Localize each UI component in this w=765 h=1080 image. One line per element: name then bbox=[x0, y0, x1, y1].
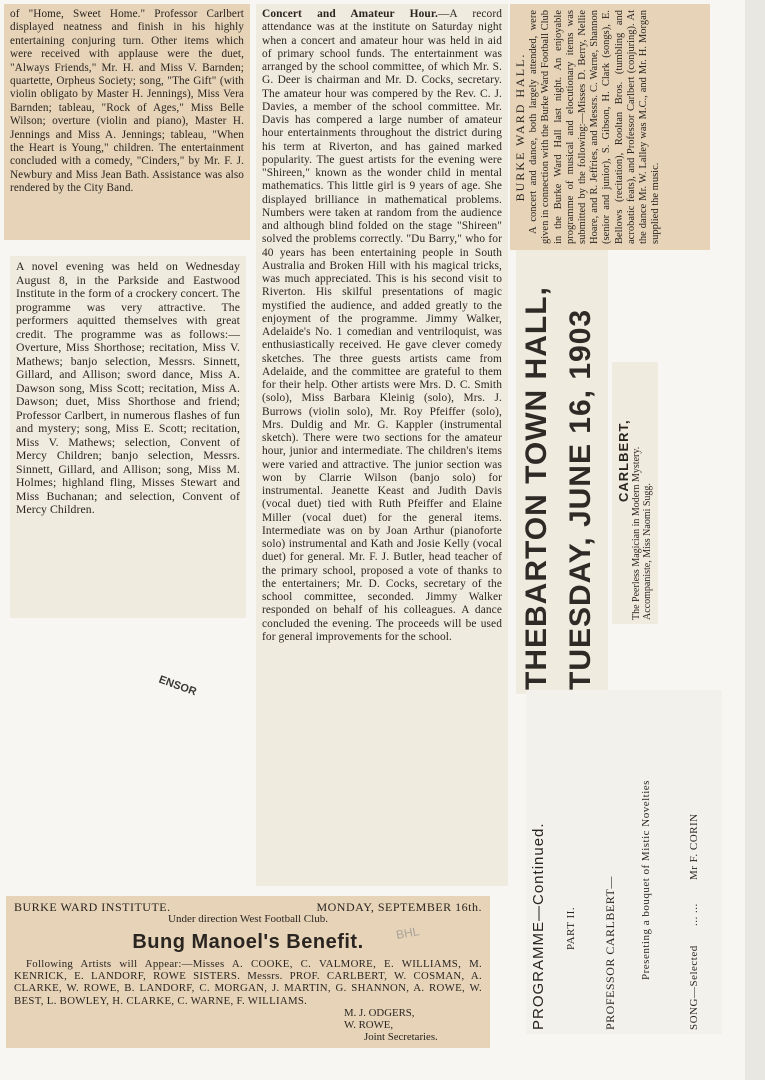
clipping-programme-continued bbox=[526, 690, 722, 1034]
clipping-thebarton-town-hall bbox=[516, 250, 608, 694]
clipping-text: —A record attendance was at the institute on Saturday night when a concert and amateur hour was held in aid of primary school funds. The entertainment was arranged by the school committee, of which Mr. S. G. Deer is chairman and Mr. D. Cocks, secretary. The amateur hour was compered by the Rev. C. J. Davies, a member of the school committee. Mr. Davis has compered a large number of amateur hour entertainments throughout the district during his term at Riverton, and has gained marked popularity. The guest artists for the evening were "Shireen," known as the wonder child in mental mathematics. This little girl is 9 years of age. She displayed brilliance in mathematical problems. Numbers were taken at random from the audience and although blind folded on the stage "Shireen" solved the problems correctly. "Du Barry," who for 40 years has been entertaining people in South Australia and Broken Hill with his magical tricks, was much appreciated. This is his second visit to Riverton. His skilful presentations of magic mystified the audience, and added greatly to the enjoyment of the programme. Jimmy Walker, Adelaide's No. 1 comedian and ventriloquist, was enthusiastically received. He gave clever comedy sketches. The three guests artists came from Adelaide, and the committee are grateful to them for their help. Other artists were Mrs. D. C. Smith (solo), Miss Barbara Kleinig (solo), Mrs. J. Burrows (violin solo), Mr. Roy Pfeiffer (solo), Mrs. Duldig and Mr. G. Kappler (instrumental sketch). There were two sections for the amateur hour, junior and intermediate. The children's items were varied and attractive. The junior section was won by Clarrie Wilson (banjo solo) for instrumental. Jeanette Keast and Judith Davis (vocal duet) tied with Ruth Pfeiffer and Elaine Miller (vocal duet) for the general items. Intermediate was on by Joan Arthur (pianoforte solo) instrumental and Kath and Josie Kelly (vocal duet) for general. Mr. F. J. Butler, head teacher of the primary school, proposed a vote of thanks to the entertainers; Mr. D. Cocks, secretary of the school committee, seconded. Jimmy Walker responded on behalf of his colleagues. A dance concluded the evening. The proceeds will be used for general improvements for the school. bbox=[262, 8, 503, 643]
thebarton-venue: THEBARTON TOWN HALL, bbox=[520, 286, 553, 690]
clipping-text: of "Home, Sweet Home." Professor Carlbert displayed neatness and finish in his highly entertaining conjuring turn. Other items which were received with applause were the duet, "Always Friends," Mr. H. and Miss V. Barnden; quartette, Orpheus Society; song, "The Gift" (with violin obligato by Master H. Jennings), Miss Vera Barnden; tableau, "Rock of Ages," Miss Belle Wilson; overture (violin and piano), Master H. Jennings and Miss A. Jennings; tableau, "When the Heart is Young," children. The entertainment concluded with a comedy, "Cinders," by Mr. F. J. Newbury and Miss Jean Bath. Assistance was also rendered by the City Band. bbox=[10, 8, 244, 195]
pencil-note: BHL bbox=[394, 924, 421, 942]
programme-part: PART II. bbox=[565, 906, 577, 950]
bwi-signature-3: Joint Secretaries. bbox=[364, 1030, 438, 1043]
clipping-concert-amateur-hour bbox=[256, 4, 508, 886]
clipping-burke-ward-institute bbox=[6, 896, 490, 1048]
clipping-text: A concert and dance, both largely attended, were given in connection with the Burke Ward Football Club in the Burke Ward Hall last night. An enjoyable programme of musical and elocutionary items was submitted by the following:—Misses D. Berry, Nellie Hoare, and R. Jeffries, and Messrs. C. Warne, Shannon (senior and junior), S. Gibson, H. Clark (songs), E. Bellows (recitation), Rooltan Bros. (tumbling and acrobatic feats), and Professor Carlbert (conjuring). At the dance Mr. W. Lalley was M.C., and Mr. H. Morgan supplied the music. bbox=[528, 10, 662, 244]
bwi-title: Bung Manoel's Benefit. bbox=[132, 931, 364, 953]
clipping-carlbert-card bbox=[612, 362, 658, 624]
ensor-stamp: ENSOR bbox=[157, 673, 198, 699]
clipping-heading: Concert and Amateur Hour. bbox=[262, 8, 438, 20]
clipping-text: A novel evening was held on Wednesday August 8, in the Parkside and Eastwood Institute in the form of a crockery concert. The programme was very attractive. The performers aquitted themselves with great credit. The programme was as follows:—Overture, Miss Shorthose; recitation, Miss V. Mathews; banjo selection, Messrs. Sinnett, Gillard, and Allison; sword dance, Miss A. Dawson song, Miss Scott; recitation, Miss A. Dawson; duet, Miss Shorthose and friend; Professor Carlbert, in numerous flashes of fun and mystery; song, Miss E. Scott; recitation, Miss V. Mathews; selection, Convent of Mercy Children; banjo selection, Messrs. Sinnett, Gillard, and Allison; song, Miss M. Holmes; highland fling, Misses Stewart and Miss Buchanan; and selection, Convent of Mercy Children. bbox=[16, 260, 240, 516]
clipping-crockery-concert bbox=[10, 256, 246, 618]
carlbert-name: CARLBERT, bbox=[616, 419, 631, 502]
album-page-edge bbox=[745, 0, 765, 1080]
bwi-direction: Under direction West Football Club. bbox=[168, 913, 328, 925]
carlbert-accompanist: Accompaniste, Miss Naomi Sugg. bbox=[642, 483, 653, 620]
clipping-home-sweet-home bbox=[4, 4, 250, 240]
bwi-venue: BURKE WARD INSTITUTE. bbox=[14, 900, 171, 914]
bwi-signature-1: M. J. ODGERS, bbox=[344, 1006, 415, 1019]
programme-performer: PROFESSOR CARLBERT— bbox=[603, 876, 617, 1030]
bwi-artists: Following Artists will Appear:—Misses A. COOKE, C. VALMORE, E. WILLIAMS, M. KENRICK, E. LANDORF, ROWE SISTERS. Messrs. PROF. CARLBERT, W. COSMAN, A. CLARKE, W. ROWE, B. LANDORF, C. MORGAN, J. MARTIN, G. SHANNON, A. ROWE, W. BEST, L. BOWLEY, H. CLARKE, C. WARNE, F. WILLIAMS. bbox=[14, 958, 482, 1007]
programme-heading: PROGRAMME—Continued. bbox=[530, 822, 547, 1030]
bwi-date: MONDAY, SEPTEMBER 16th. bbox=[316, 900, 482, 914]
thebarton-date: TUESDAY, JUNE 16, 1903 bbox=[564, 308, 597, 690]
carlbert-tagline: The Peerless Magician in Modern Mystery. bbox=[631, 446, 642, 620]
programme-song: SONG—Selected ... ... Mr F. CORIN bbox=[688, 813, 700, 1030]
bwi-signature-2: W. ROWE, bbox=[344, 1018, 394, 1031]
clipping-title: BURKE WARD HALL. bbox=[513, 52, 527, 202]
programme-act: Presenting a bouquet of Mistic Novelties bbox=[640, 780, 652, 980]
clipping-burke-ward-hall bbox=[510, 4, 710, 250]
